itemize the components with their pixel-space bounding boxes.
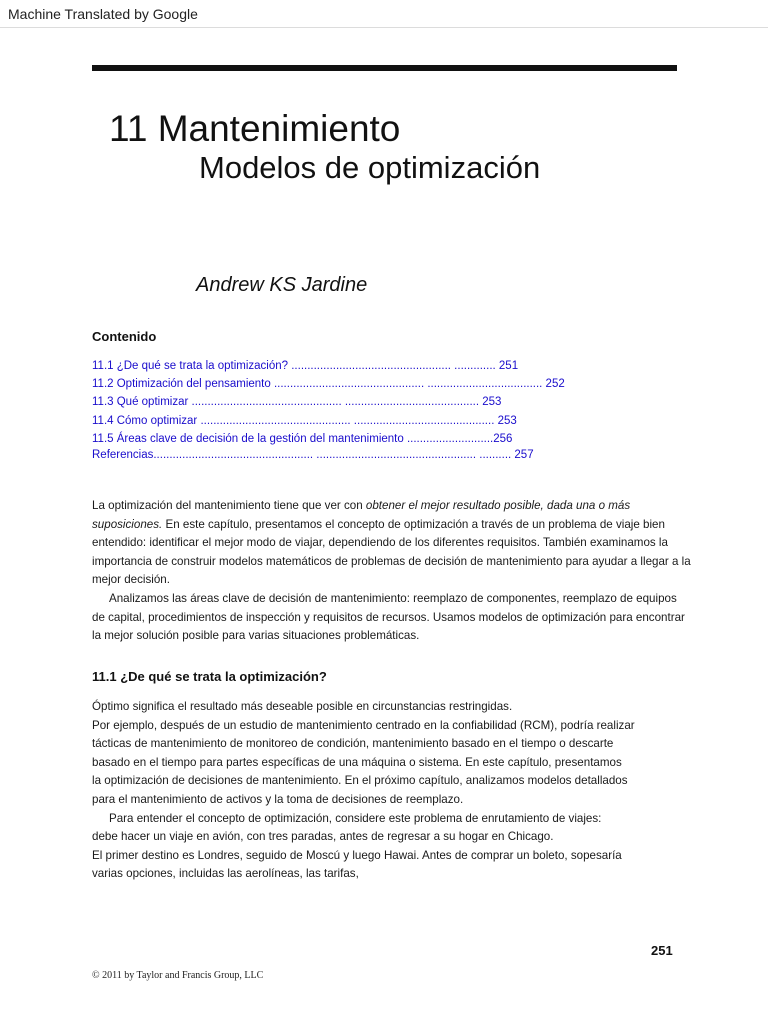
section-line: basado en el tiempo para partes específicas de una máquina o sistema. En este capítulo, presentamos [92,755,622,769]
toc-link-11-4[interactable]: 11.4 Cómo optimizar ............................................... ............................................ 253 [92,415,517,427]
section-line: varias opciones, incluidas las aerolíneas, las tarifas, [92,867,359,881]
section-line: Óptimo significa el resultado más deseable posible en circunstancias restringidas. [92,700,513,713]
contents-heading: Contenido [92,329,157,344]
section-line: para el mantenimiento de activos y la toma de decisiones de reemplazo. [92,792,464,806]
chapter-rule [92,65,677,71]
section-line: tácticas de mantenimiento de monitoreo de condición, mantenimiento basado en el tiempo o descarte [92,737,614,751]
translation-banner [0,0,768,28]
section-heading-11-1: 11.1 ¿De qué se trata la optimización? [92,669,327,684]
banner-text: Machine Translated by Google [8,6,198,22]
intro-paragraph-1 [92,497,692,590]
section-line: Para entender el concepto de optimización, considere este problema de enrutamiento de viajes: [109,811,602,825]
section-line: debe hacer un viaje en avión, con tres paradas, antes de regresar a su hogar en Chicago. [92,830,554,844]
chapter-author: Andrew KS Jardine [196,274,368,296]
section-11-1-text [92,698,692,884]
chapter-title: 11 Mantenimiento [109,108,401,149]
intro-p1-emphasis: obtener el mejor resultado posible, dada una o más suposiciones. [92,499,631,531]
toc-link-11-3[interactable]: 11.3 Qué optimizar ............................................... .......................................... 253 [92,396,502,408]
chapter-subtitle: Modelos de optimización [199,150,541,185]
copyright-notice: © 2011 by Taylor and Francis Group, LLC [92,970,264,981]
toc-link-11-5[interactable]: 11.5 Áreas clave de decisión de la gestión del mantenimiento ...........................256 [92,433,513,445]
toc-link-11-2[interactable]: 11.2 Optimización del pensamiento ............................................... .................................... 252 [92,378,565,390]
toc-link-references[interactable]: Referencias.................................................. .................................................. .......... 257 [92,449,534,461]
intro-p1-start: La optimización del mantenimiento tiene que ver con [92,499,366,512]
intro-text [92,497,692,646]
intro-p1-end: En este capítulo, presentamos el concepto de optimización a través de un problema de viaje bien entendido: identificar el mejor modo de viajar, dependiendo de los diferentes requisitos. También examinamos la importancia de construir modelos matemáticos de problemas de decisión de mantenimiento para ayudar a llegar a la mejor decisión. [92,517,691,587]
intro-paragraph-2: Analizamos las áreas clave de decisión de mantenimiento: reemplazo de componentes, reemplazo de equipos de capital, procedimientos de inspección y requisitos de recursos. Usamos modelos de optimización para encontrar la mejor solución posible para varias situaciones problemáticas. [92,591,685,643]
section-line: El primer destino es Londres, seguido de Moscú y luego Hawai. Antes de comprar un boleto, sopesaría [92,848,622,862]
section-line: Por ejemplo, después de un estudio de mantenimiento centrado en la confiabilidad (RCM), podría realizar [92,718,635,732]
toc-link-11-1[interactable]: 11.1 ¿De qué se trata la optimización? .................................................. ............. 251 [92,360,519,372]
page-number: 251 [651,943,673,958]
section-line: la optimización de decisiones de mantenimiento. En el próximo capítulo, analizamos modelos detallados [92,774,628,788]
